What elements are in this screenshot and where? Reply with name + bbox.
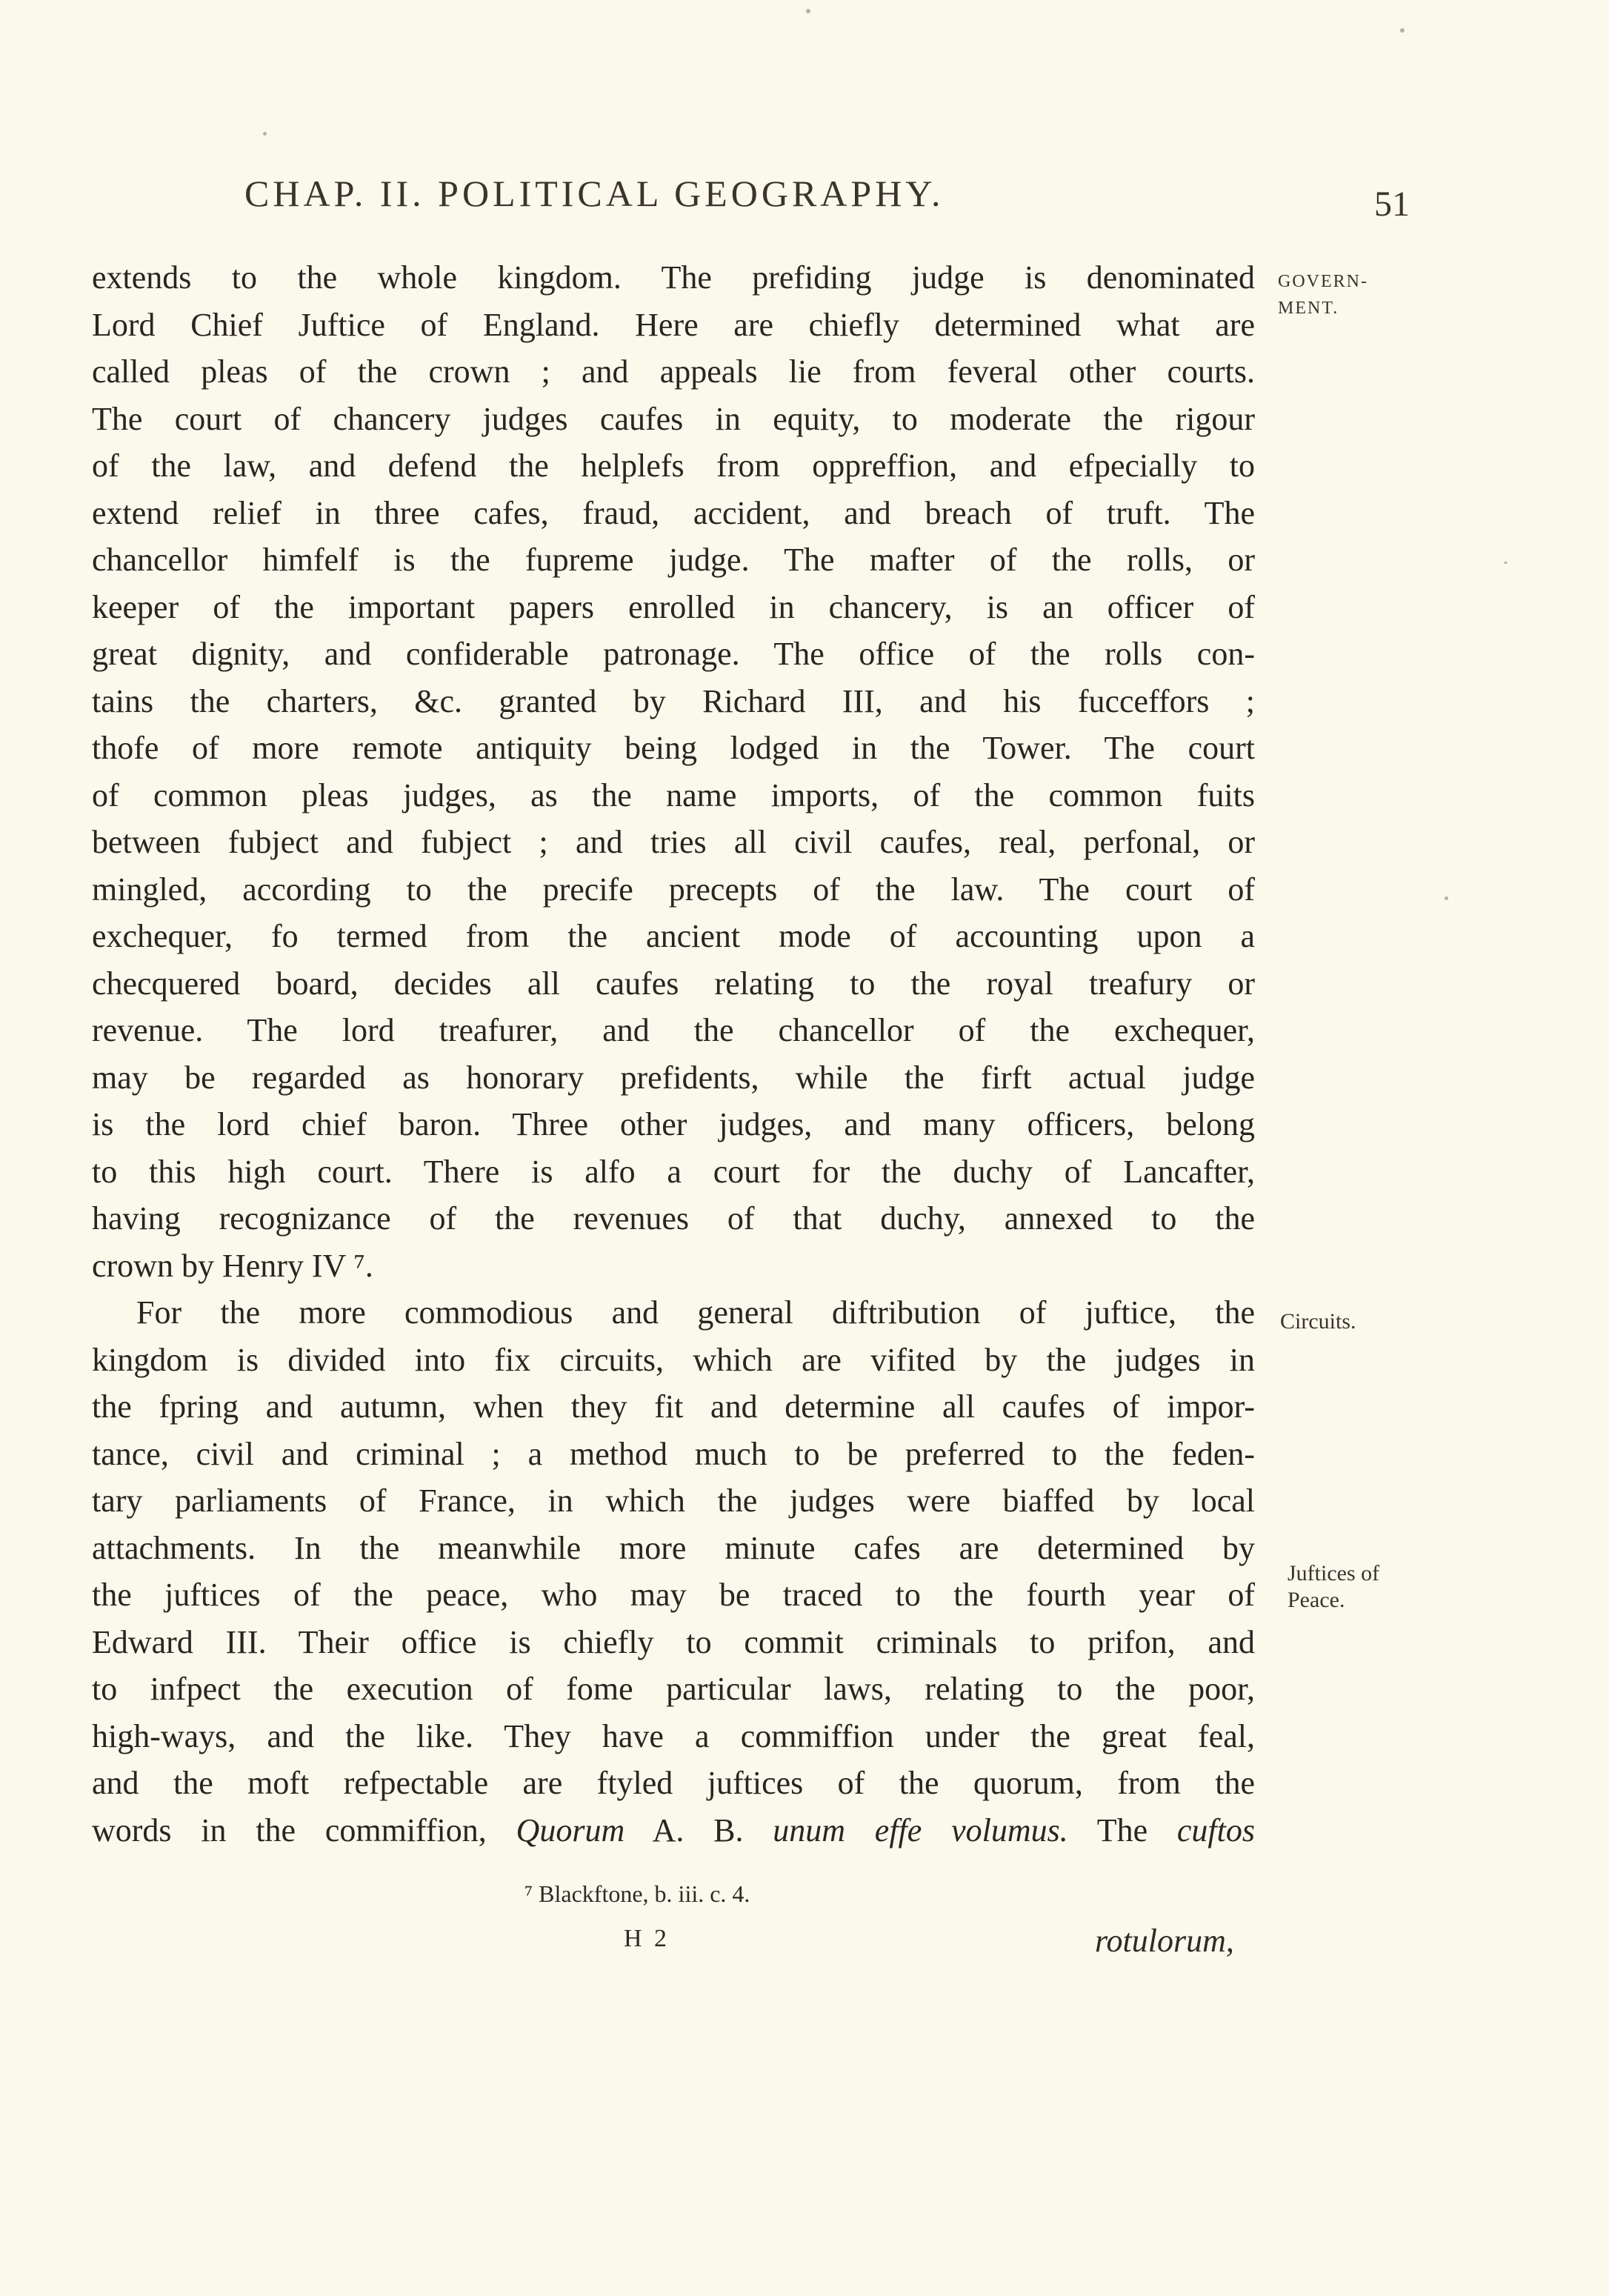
- text-line: Edward III. Their office is chiefly to commit criminals to prifon, and: [92, 1623, 1255, 1660]
- text-segment: words in the commiffion,: [92, 1811, 516, 1849]
- margin-note-justices: Juftices of Peace.: [1287, 1561, 1380, 1612]
- text-line: high-ways, and the like. They have a commiffion under the great feal,: [92, 1717, 1255, 1754]
- text-segment: The: [1067, 1811, 1177, 1849]
- text-line: called pleas of the crown ; and appeals lie from feveral other courts.: [92, 353, 1255, 390]
- italic-quorum: Quorum: [516, 1811, 625, 1849]
- text-line: Lord Chief Juftice of England. Here are chiefly determined what are: [92, 306, 1255, 343]
- paper-speck: [1445, 896, 1448, 900]
- text-line: tains the charters, &c. granted by Richard III, and his fucceffors ;: [92, 682, 1255, 719]
- text-line: For the more commodious and general diftribution of juftice, the: [136, 1294, 1255, 1331]
- margin-note-circuits: Circuits.: [1280, 1309, 1356, 1334]
- text-line: keeper of the important papers enrolled in chancery, is an officer of: [92, 588, 1255, 625]
- text-line: may be regarded as honorary prefidents, while the firft actual judge: [92, 1059, 1255, 1096]
- text-line: of common pleas judges, as the name imports, of the common fuits: [92, 776, 1255, 813]
- text-line: chancellor himfelf is the fupreme judge. The mafter of the rolls, or: [92, 542, 1255, 578]
- text-line: tance, civil and criminal ; a method much to be preferred to the feden-: [92, 1435, 1255, 1472]
- text-line: revenue. The lord treafurer, and the chancellor of the exchequer,: [92, 1012, 1255, 1048]
- text-line: of the law, and defend the helplefs from oppreffion, and efpecially to: [92, 447, 1255, 484]
- text-line: crown by Henry IV ⁷.: [92, 1247, 373, 1284]
- footnote: ⁷ Blackftone, b. iii. c. 4.: [524, 1880, 750, 1907]
- text-line: kingdom is divided into fix circuits, which are vifited by the judges in: [92, 1341, 1255, 1378]
- body-text: [92, 254, 1255, 1854]
- paper-speck: [1400, 28, 1405, 33]
- text-line: having recognizance of the revenues of that duchy, annexed to the: [92, 1200, 1255, 1237]
- text-line: the fpring and autumn, when they fit and determine all caufes of impor-: [92, 1388, 1255, 1425]
- text-line: tary parliaments of France, in which the judges were biaffed by local: [92, 1483, 1255, 1519]
- paper-speck: [806, 9, 810, 13]
- paper-speck: [1504, 562, 1508, 564]
- text-line: between fubject and fubject ; and tries all civil caufes, real, perfonal, or: [92, 824, 1255, 860]
- text-line: The court of chancery judges caufes in equity, to moderate the rigour: [92, 400, 1255, 437]
- text-line: attachments. In the meanwhile more minute cafes are determined by: [92, 1529, 1255, 1566]
- text-line: to infpect the execution of fome particular laws, relating to the poor,: [92, 1671, 1255, 1707]
- text-line: extend relief in three cafes, fraud, accident, and breach of truft. The: [92, 494, 1255, 531]
- text-line: mingled, according to the precife precepts of the law. The court of: [92, 871, 1255, 908]
- paper-speck: [263, 132, 267, 136]
- text-line: to this high court. There is alfo a court for the duchy of Lancafter,: [92, 1153, 1255, 1190]
- running-head: CHAP. II. POLITICAL GEOGRAPHY.: [244, 173, 945, 214]
- text-line: exchequer, fo termed from the ancient mode of accounting upon a: [92, 918, 1255, 954]
- text-line: is the lord chief baron. Three other judges, and many officers, belong: [92, 1106, 1255, 1142]
- italic-cuftos: cuftos: [1176, 1811, 1255, 1849]
- margin-note-government: GOVERN- MENT.: [1278, 272, 1368, 318]
- italic-phrase: unum effe volumus.: [773, 1811, 1068, 1849]
- text-line-last: [92, 1807, 1255, 1854]
- text-line: thofe of more remote antiquity being lodged in the Tower. The court: [92, 730, 1255, 766]
- text-line: great dignity, and confiderable patronage. The office of the rolls con-: [92, 636, 1255, 672]
- text-line: extends to the whole kingdom. The prefiding judge is denominated: [92, 259, 1255, 296]
- text-segment: A. B.: [624, 1811, 773, 1849]
- catchword: rotulorum,: [1095, 1923, 1234, 1959]
- text-line: and the moft refpectable are ftyled juftices of the quorum, from the: [92, 1765, 1255, 1801]
- text-line: the juftices of the peace, who may be traced to the fourth year of: [92, 1577, 1255, 1613]
- page-number: 51: [1374, 184, 1410, 224]
- signature-mark: H 2: [624, 1925, 670, 1952]
- text-line: checquered board, decides all caufes relating to the royal treafury or: [92, 965, 1255, 1002]
